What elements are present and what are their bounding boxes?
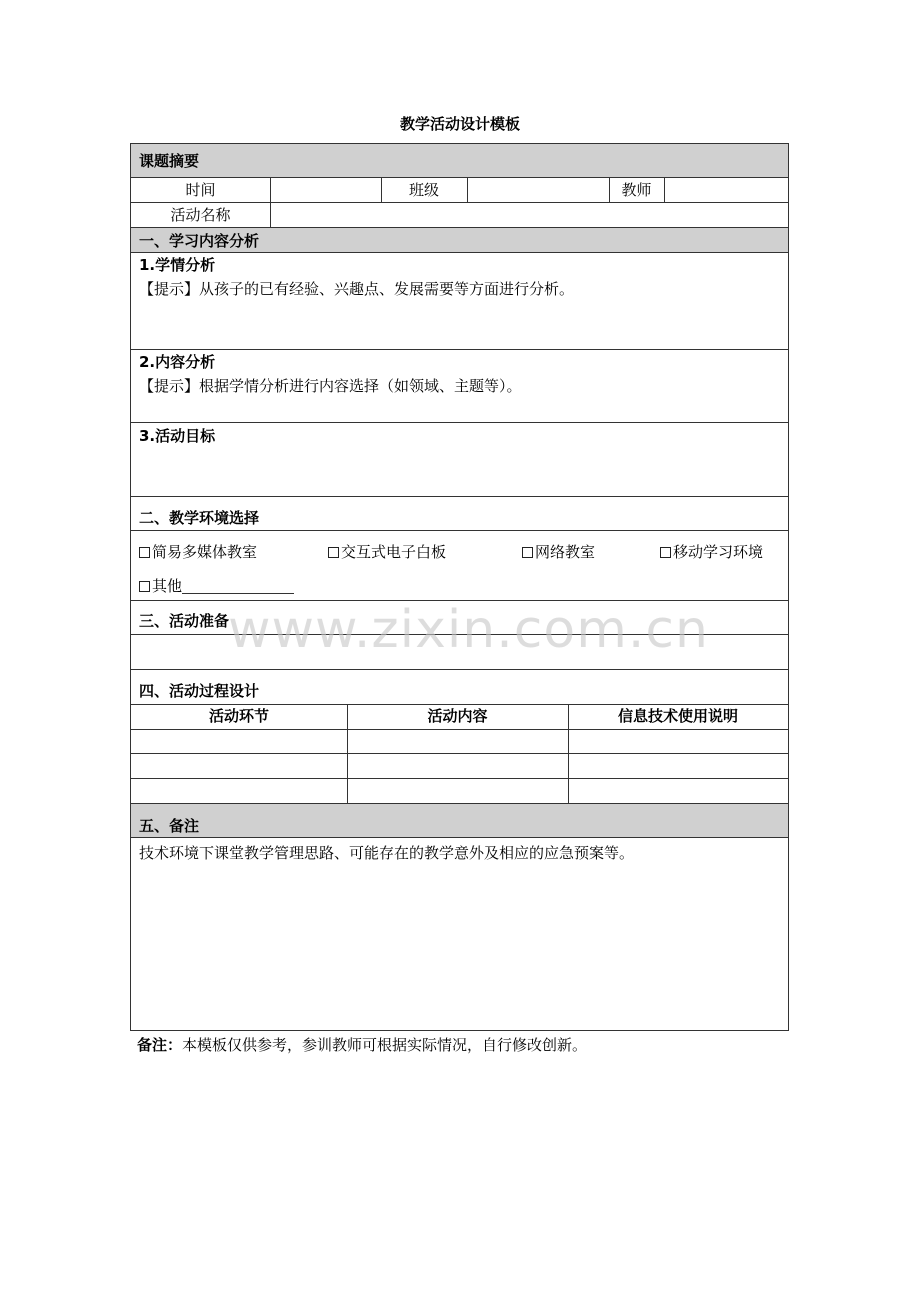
checkbox-icon xyxy=(328,547,339,558)
option-mobile-learning[interactable]: 移动学习环境 xyxy=(660,542,763,562)
design-template-table xyxy=(130,143,789,1031)
teacher-label: 教师 xyxy=(621,181,652,199)
checkbox-icon xyxy=(660,547,671,558)
section1-header: 一、学习内容分析 xyxy=(139,232,260,250)
checkbox-icon xyxy=(139,581,150,592)
remarks-text: 技术环境下课堂教学管理思路、可能存在的教学意外及相应的应急预案等。 xyxy=(139,844,635,862)
footnote-text: 本模板仅供参考，参训教师可根据实际情况，自行修改创新。 xyxy=(182,1036,588,1054)
section4-header: 四、活动过程设计 xyxy=(139,682,260,700)
watermark: www.zixin.com.cn xyxy=(228,600,709,660)
option-other[interactable]: 其他 xyxy=(139,576,294,596)
summary-header: 课题摘要 xyxy=(139,152,200,170)
activity-goals-title: 3.活动目标 xyxy=(139,427,216,445)
section5-header: 五、备注 xyxy=(139,817,200,835)
learning-analysis-hint: 【提示】从孩子的已有经验、兴趣点、发展需要等方面进行分析。 xyxy=(139,280,575,298)
footnote xyxy=(137,1035,587,1055)
option-simple-multimedia[interactable]: 简易多媒体教室 xyxy=(139,542,257,562)
time-label: 时间 xyxy=(185,181,216,199)
summary-header-band xyxy=(131,144,788,177)
activity-name-field[interactable] xyxy=(272,204,786,226)
teacher-field[interactable] xyxy=(666,179,786,201)
time-field[interactable] xyxy=(272,179,380,201)
section3-header: 三、活动准备 xyxy=(139,612,230,630)
option-interactive-whiteboard[interactable]: 交互式电子白板 xyxy=(328,542,446,562)
other-underline-field[interactable] xyxy=(182,579,294,594)
column-activity-stage: 活动环节 xyxy=(208,707,269,725)
learning-analysis-title: 1.学情分析 xyxy=(139,256,216,274)
section5-header-band xyxy=(131,804,788,837)
section2-header: 二、教学环境选择 xyxy=(139,509,260,527)
footnote-label: 备注： xyxy=(137,1036,183,1054)
column-it-usage: 信息技术使用说明 xyxy=(617,707,738,725)
activity-name-label: 活动名称 xyxy=(170,206,231,224)
checkbox-icon xyxy=(522,547,533,558)
class-label: 班级 xyxy=(408,181,439,199)
option-network-classroom[interactable]: 网络教室 xyxy=(522,542,595,562)
content-analysis-hint: 【提示】根据学情分析进行内容选择（如领域、主题等）。 xyxy=(139,377,522,395)
checkbox-icon xyxy=(139,547,150,558)
document-title: 教学活动设计模板 xyxy=(399,115,520,133)
column-activity-content: 活动内容 xyxy=(427,707,488,725)
content-analysis-title: 2.内容分析 xyxy=(139,353,216,371)
class-field[interactable] xyxy=(469,179,608,201)
